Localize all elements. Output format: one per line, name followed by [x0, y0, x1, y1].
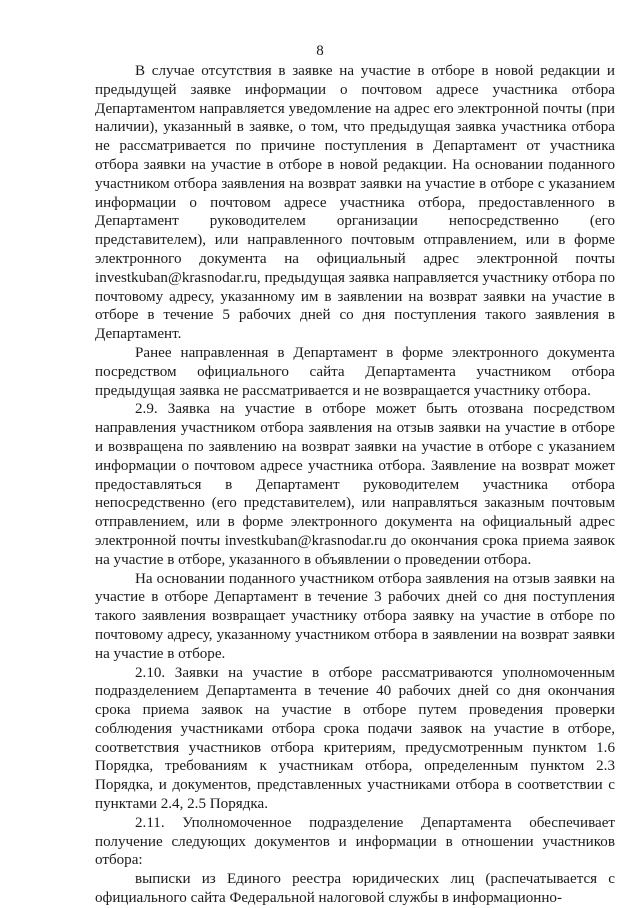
paragraph-2-9-withdrawal: 2.9. Заявка на участие в отборе может быть отозвана посредством направления участником отбора заявления на отзыв заявки на участие в отборе и возвращена по заявлению на возврат заявки на участие в отборе с указанием информации о почтовом адресе участника отбора. Заявление на возврат может предоставляться в Департамент руководителем участника отбора непосредственно (его представителем), или направляться заказным почтовым отправлением, или в форме электронного документа на официальный адрес электронной почты investkuban@krasnodar.ru до окончания срока приема заявок на участие в отборе, указанного в объявлении о проведении отбора. — [95, 401, 615, 568]
paragraph-return-procedure: На основании поданного участником отбора заявления на отзыв заявки на участие в отборе Департамент в течение 3 рабочих дней со дня поступления такого заявления возвращает участнику отбора заявку на участие в отборе по почтовому адресу, указанному участником отбора в заявлении на возврат заявки на участие в отборе. — [95, 570, 615, 662]
paragraph-notification-procedure: В случае отсутствия в заявке на участие в отборе в новой редакции и предыдущей заявке информации о почтовом адресе участника отбора Департаментом направляется уведомление на адрес его электронной почты (при наличии), указанный в заявке, о том, что предыдущая заявка участника отбора не рассматривается по причине поступления в Департамент от участника отбора заявки на участие в отборе в новой редакции. На основании поданного участником отбора заявления на возврат заявки на участие в отборе с указанием информации о почтовом адресе участника отбора, предоставленного в Департамент руководителем организации непосредственно (его представителем), или направленного почтовым отправлением, или в форме электронного документа на официальный адрес электронной почты investkuban@krasnodar.ru, предыдущая заявка направляется участнику отбора по почтовому адресу, указанному им в заявлении на возврат заявки на участие в отборе в течение 5 рабочих дней со дня поступления такого заявления в Департамент. — [95, 63, 615, 343]
page-number: 8 — [316, 43, 324, 59]
document-body — [95, 62, 615, 908]
paragraph-2-11-documents: 2.11. Уполномоченное подразделение Департамента обеспечивает получение следующих документов и информации в отношении участников отбора: — [95, 814, 615, 869]
paragraph-2-10-review: 2.10. Заявки на участие в отборе рассматриваются уполномоченным подразделением Департамента в течение 40 рабочих дней со дня окончания срока приема заявок на участие в отборе путем проведения проверки соблюдения участниками отбора срока подачи заявок на участие в отборе, соответствия участников отбора критериям, предусмотренным пунктом 1.6 Порядка, требованиям к участникам отбора, определенным пунктом 2.3 Порядка, и документов, представленных участниками отбора в соответствии с пунктами 2.4, 2.5 Порядка. — [95, 664, 615, 813]
paragraph-registry-extract: выписки из Единого реестра юридических лиц (распечатывается с официального сайта Федеральной налоговой службы в информационно- — [95, 871, 615, 907]
paragraph-electronic-application: Ранее направленная в Департамент в форме электронного документа посредством официального сайта Департамента участником отбора предыдущая заявка не рассматривается и не возвращается участнику отбора. — [95, 344, 615, 399]
